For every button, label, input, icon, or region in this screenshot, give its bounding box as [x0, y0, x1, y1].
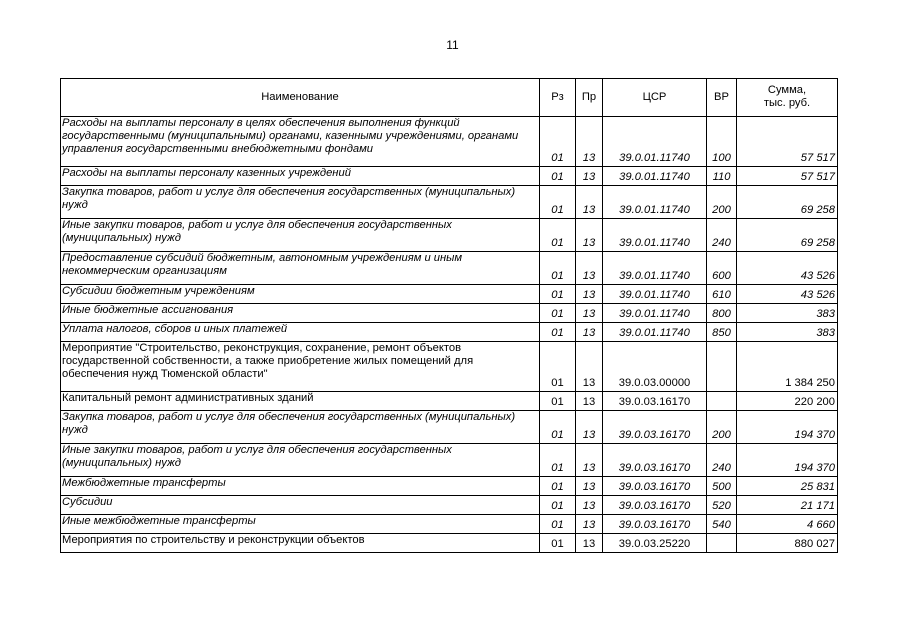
row-sum: 43 526	[737, 252, 838, 285]
row-name: Субсидии	[61, 496, 540, 515]
row-pr: 13	[576, 117, 603, 167]
row-csr: 39.0.01.11740	[603, 186, 707, 219]
row-csr: 39.0.01.11740	[603, 285, 707, 304]
row-sum: 4 660	[737, 515, 838, 534]
row-csr: 39.0.01.11740	[603, 219, 707, 252]
row-rz: 01	[540, 252, 576, 285]
row-vr	[707, 342, 737, 392]
row-rz: 01	[540, 167, 576, 186]
row-csr: 39.0.01.11740	[603, 323, 707, 342]
table-row	[61, 496, 838, 515]
row-rz: 01	[540, 285, 576, 304]
row-sum: 383	[737, 304, 838, 323]
table-row	[61, 342, 838, 392]
row-name: Капитальный ремонт административных зданий	[61, 392, 540, 411]
row-pr: 13	[576, 219, 603, 252]
row-pr: 13	[576, 444, 603, 477]
row-name: Мероприятия по строительству и реконструкции объектов	[61, 534, 540, 553]
table-header-row	[61, 79, 838, 117]
row-sum: 383	[737, 323, 838, 342]
row-sum: 880 027	[737, 534, 838, 553]
row-vr: 610	[707, 285, 737, 304]
row-pr: 13	[576, 186, 603, 219]
row-pr: 13	[576, 534, 603, 553]
row-name: Иные бюджетные ассигнования	[61, 304, 540, 323]
row-rz: 01	[540, 534, 576, 553]
row-pr: 13	[576, 411, 603, 444]
row-sum: 43 526	[737, 285, 838, 304]
row-csr: 39.0.03.00000	[603, 342, 707, 392]
row-name: Уплата налогов, сборов и иных платежей	[61, 323, 540, 342]
row-vr: 540	[707, 515, 737, 534]
row-pr: 13	[576, 477, 603, 496]
row-pr: 13	[576, 323, 603, 342]
row-csr: 39.0.01.11740	[603, 252, 707, 285]
row-vr: 110	[707, 167, 737, 186]
row-vr: 200	[707, 411, 737, 444]
row-pr: 13	[576, 392, 603, 411]
row-vr: 500	[707, 477, 737, 496]
header-sum-line1: Сумма,	[767, 84, 807, 96]
row-rz: 01	[540, 515, 576, 534]
row-pr: 13	[576, 342, 603, 392]
row-rz: 01	[540, 496, 576, 515]
row-sum: 57 517	[737, 167, 838, 186]
row-rz: 01	[540, 304, 576, 323]
table-row	[61, 117, 838, 167]
row-vr	[707, 392, 737, 411]
row-sum: 25 831	[737, 477, 838, 496]
table-row	[61, 304, 838, 323]
row-name: Межбюджетные трансферты	[61, 477, 540, 496]
row-sum: 21 171	[737, 496, 838, 515]
row-name: Иные закупки товаров, работ и услуг для обеспечения государственных (муниципальных) нужд	[61, 219, 540, 252]
row-vr: 200	[707, 186, 737, 219]
header-vr: ВР	[707, 79, 737, 117]
table-row	[61, 392, 838, 411]
table-row	[61, 323, 838, 342]
row-vr: 850	[707, 323, 737, 342]
row-rz: 01	[540, 444, 576, 477]
row-sum: 57 517	[737, 117, 838, 167]
budget-table	[60, 78, 838, 553]
row-rz: 01	[540, 117, 576, 167]
row-pr: 13	[576, 285, 603, 304]
table-row	[61, 444, 838, 477]
header-name: Наименование	[61, 79, 540, 117]
table-row	[61, 252, 838, 285]
header-csr: ЦСР	[603, 79, 707, 117]
row-name: Расходы на выплаты персоналу казенных учреждений	[61, 167, 540, 186]
row-vr: 240	[707, 219, 737, 252]
row-pr: 13	[576, 252, 603, 285]
row-name: Субсидии бюджетным учреждениям	[61, 285, 540, 304]
table-row	[61, 186, 838, 219]
row-name: Иные межбюджетные трансферты	[61, 515, 540, 534]
row-pr: 13	[576, 167, 603, 186]
row-csr: 39.0.03.16170	[603, 477, 707, 496]
row-csr: 39.0.01.11740	[603, 117, 707, 167]
row-pr: 13	[576, 304, 603, 323]
row-rz: 01	[540, 477, 576, 496]
row-vr: 520	[707, 496, 737, 515]
row-rz: 01	[540, 342, 576, 392]
row-sum: 1 384 250	[737, 342, 838, 392]
header-pr: Пр	[576, 79, 603, 117]
row-rz: 01	[540, 411, 576, 444]
row-sum: 220 200	[737, 392, 838, 411]
row-csr: 39.0.03.16170	[603, 444, 707, 477]
row-vr	[707, 534, 737, 553]
row-rz: 01	[540, 219, 576, 252]
table-row	[61, 477, 838, 496]
row-csr: 39.0.01.11740	[603, 167, 707, 186]
row-vr: 800	[707, 304, 737, 323]
row-name: Предоставление субсидий бюджетным, автономным учреждениям и иным некоммерческим организациям	[61, 252, 540, 285]
row-csr: 39.0.03.16170	[603, 496, 707, 515]
row-name: Иные закупки товаров, работ и услуг для обеспечения государственных (муниципальных) нужд	[61, 444, 540, 477]
row-sum: 194 370	[737, 444, 838, 477]
row-sum: 69 258	[737, 186, 838, 219]
table-row	[61, 534, 838, 553]
header-sum	[737, 79, 838, 117]
row-name: Закупка товаров, работ и услуг для обеспечения государственных (муниципальных) нужд	[61, 186, 540, 219]
row-vr: 600	[707, 252, 737, 285]
table-row	[61, 219, 838, 252]
row-csr: 39.0.03.16170	[603, 411, 707, 444]
row-name: Мероприятие "Строительство, реконструкция, сохранение, ремонт объектов государственной собственности, а также приобретение жилых помещений для обеспечения нужд Тюменской области"	[61, 342, 540, 392]
table-row	[61, 167, 838, 186]
row-csr: 39.0.03.25220	[603, 534, 707, 553]
row-sum: 69 258	[737, 219, 838, 252]
row-rz: 01	[540, 323, 576, 342]
row-name: Расходы на выплаты персоналу в целях обеспечения выполнения функций государственными (муниципальными) органами, казенными учреждениями, органами управления государственными внебюджетными фондами	[61, 117, 540, 167]
header-sum-line2: тыс. руб.	[763, 97, 811, 109]
row-csr: 39.0.03.16170	[603, 515, 707, 534]
row-csr: 39.0.03.16170	[603, 392, 707, 411]
row-pr: 13	[576, 515, 603, 534]
row-sum: 194 370	[737, 411, 838, 444]
header-rz: Рз	[540, 79, 576, 117]
table-row	[61, 285, 838, 304]
row-vr: 100	[707, 117, 737, 167]
row-name: Закупка товаров, работ и услуг для обеспечения государственных (муниципальных) нужд	[61, 411, 540, 444]
row-csr: 39.0.01.11740	[603, 304, 707, 323]
row-vr: 240	[707, 444, 737, 477]
row-rz: 01	[540, 186, 576, 219]
row-pr: 13	[576, 496, 603, 515]
table-row	[61, 411, 838, 444]
page-number: 11	[446, 38, 459, 52]
row-rz: 01	[540, 392, 576, 411]
table-row	[61, 515, 838, 534]
